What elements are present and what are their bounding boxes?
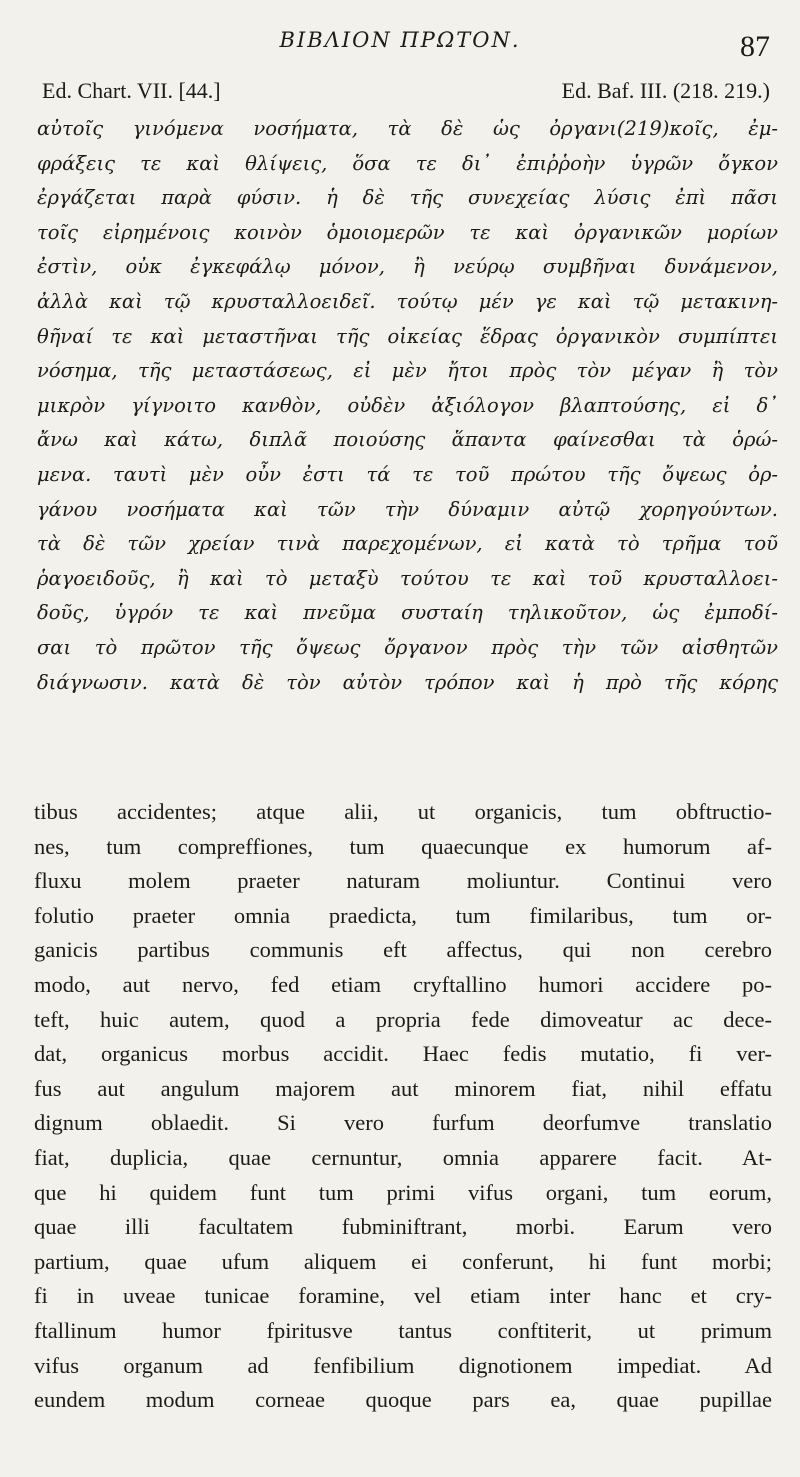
greek-text-line: διάγνωσιν. κατὰ δὲ τὸν αὐτὸν τρόπον καὶ ἡ πρὸ τῆς κόρης	[37, 670, 778, 694]
greek-text-line: σαι τὸ πρῶτον τῆς ὄψεως ὄργανον πρὸς τὴν τῶν αἰσθητῶν	[37, 635, 778, 659]
latin-text-line: eundem modum corneae quoque pars ea, quae pupillae	[34, 1387, 772, 1413]
greek-text-line: αὐτοῖς γινόμενα νοσήματα, τὰ δὲ ὡς ὀργανι(219)κοῖς, ἐμ-	[37, 117, 778, 140]
greek-text-line: θῆναί τε καὶ μεταστῆναι τῆς οἰκείας ἕδρας ὀργανικὸν συμπίπτει	[37, 324, 778, 348]
latin-text-line: ftallinum humor fpiritusve tantus conftiterit, ut primum	[34, 1317, 772, 1343]
greek-text-line: δοῦς, ὑγρόν τε καὶ πνεῦμα συσταίη τηλικοῦτον, ὡς ἐμποδί-	[37, 601, 778, 625]
greek-text-line: νόσημα, τῆς μεταστάσεως, εἰ μὲν ἤτοι πρὸς τὸν μέγαν ἢ τὸν	[37, 359, 778, 383]
latin-text-line: dat, organicus morbus accidit. Haec fedis mutatio, fi ver-	[34, 1041, 772, 1067]
latin-text-line: vifus organum ad fenfibilium dignotionem impediat. Ad	[34, 1352, 772, 1378]
latin-text-line: folutio praeter omnia praedicta, tum fimilaribus, tum or-	[34, 902, 772, 928]
latin-text-line: teft, huic autem, quod a propria fede dimoveatur ac dece-	[34, 1006, 772, 1032]
greek-text-line: φράξεις τε καὶ θλίψεις, ὅσα τε δι᾽ ἐπιῤῥοὴν ὑγρῶν ὄγκον	[37, 151, 778, 175]
latin-text-line: nes, tum compreffiones, tum quaecunque ex humorum af-	[34, 833, 772, 859]
latin-text-line: fus aut angulum majorem aut minorem fiat, nihil effatu	[34, 1075, 772, 1101]
greek-text-line: γάνου νοσήματα καὶ τῶν τὴν δύναμιν αὐτῷ χορηγούντων.	[37, 497, 778, 521]
page-number: 87	[740, 30, 770, 63]
greek-text-line: τὰ δὲ τῶν χρείαν τινὰ παρεχομένων, εἰ κατὰ τὸ τρῆμα τοῦ	[37, 532, 778, 556]
edition-reference-right: Ed. Baf. III. (218. 219.)	[561, 78, 770, 103]
greek-text-line: μενα. ταυτὶ μὲν οὖν ἐστι τά τε τοῦ πρώτου τῆς ὄψεως ὀρ-	[37, 462, 778, 486]
greek-text-line: ῥαγοειδοῦς, ἢ καὶ τὸ μεταξὺ τούτου τε καὶ τοῦ κρυσταλλοει-	[37, 566, 778, 590]
latin-text-line: fi in uveae tunicae foramine, vel etiam inter hanc et cry-	[34, 1283, 772, 1309]
latin-text-line: fiat, duplicia, quae cernuntur, omnia apparere facit. At-	[34, 1144, 772, 1170]
latin-text-line: partium, quae ufum aliquem ei conferunt, hi funt morbi;	[34, 1248, 772, 1274]
latin-text-line: dignum oblaedit. Si vero furfum deorfumve translatio	[34, 1110, 772, 1136]
latin-text-line: fluxu molem praeter naturam moliuntur. Continui vero	[34, 868, 772, 894]
greek-text-line: ἐστὶν, οὐκ ἐγκεφάλῳ μόνον, ἢ νεύρῳ συμβῆναι δυνάμενον,	[37, 255, 778, 279]
edition-reference-left: Ed. Chart. VII. [44.]	[42, 78, 221, 103]
latin-text-line: que hi quidem funt tum primi vifus organi, tum eorum,	[34, 1179, 772, 1205]
latin-text-line: ganicis partibus communis eft affectus, qui non cerebro	[34, 937, 772, 963]
latin-text-line: modo, aut nervo, fed etiam cryftallino humori accidere po-	[34, 971, 772, 997]
edition-references	[42, 78, 770, 104]
running-head: ΒΙΒΛΙΟΝ ΠΡΩΤΟΝ.	[279, 28, 521, 52]
greek-text-line: ἄνω καὶ κάτω, διπλᾶ ποιούσης ἅπαντα φαίνεσθαι τὰ ὁρώ-	[37, 428, 778, 452]
greek-text-block	[37, 112, 778, 700]
latin-text-line: quae illi facultatem fubminiftrant, morbi. Earum vero	[34, 1214, 772, 1240]
greek-text-line: ἐργάζεται παρὰ φύσιν. ἡ δὲ τῆς συνεχείας λύσις ἐπὶ πᾶσι	[37, 186, 778, 210]
greek-text-line: μικρὸν γίγνοιτο κανθὸν, οὐδὲν ἀξιόλογον βλαπτούσης, εἰ δ᾽	[37, 393, 778, 417]
latin-text-block	[34, 795, 772, 1418]
greek-text-line: ἀλλὰ καὶ τῷ κρυσταλλοειδεῖ. τούτῳ μέν γε καὶ τῷ μετακινη-	[37, 289, 778, 313]
latin-text-line: tibus accidentes; atque alii, ut organicis, tum obftructio-	[34, 799, 772, 824]
greek-text-line: τοῖς εἰρημένοις κοινὸν ὁμοιομερῶν τε καὶ ὀργανικῶν μορίων	[37, 220, 778, 244]
